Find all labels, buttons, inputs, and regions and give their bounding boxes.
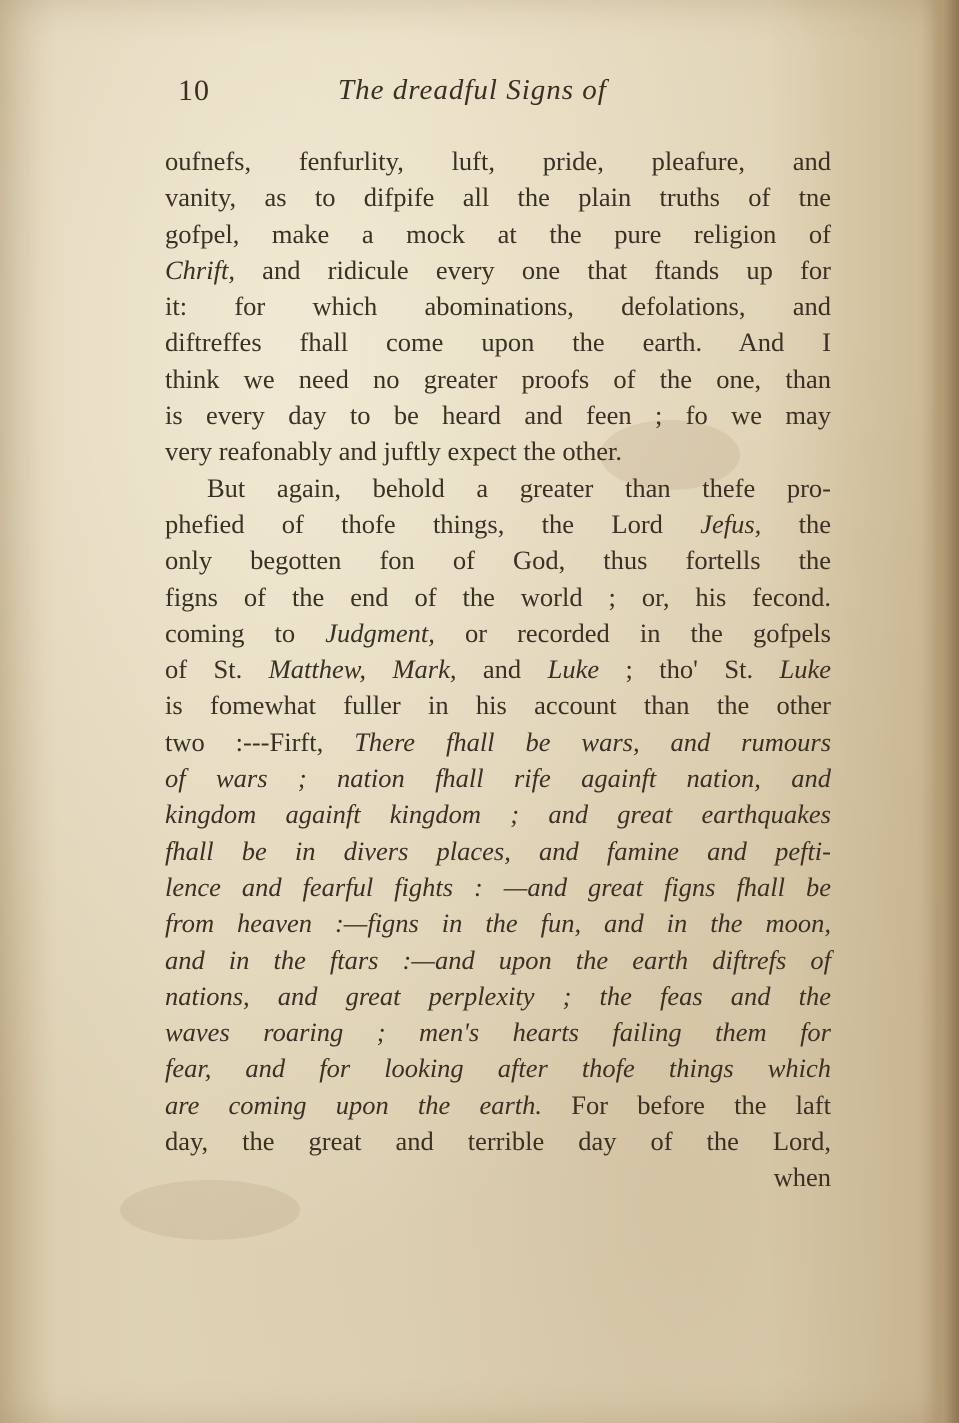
text-line bbox=[165, 470, 831, 506]
text-segment: coming to bbox=[165, 617, 326, 648]
text-line bbox=[165, 1014, 831, 1050]
text-segment: only begotten fon of God, thus fortells the bbox=[165, 545, 831, 576]
text-segment: and bbox=[456, 654, 548, 685]
text-line bbox=[165, 542, 831, 578]
text-line bbox=[165, 869, 831, 905]
text-line bbox=[165, 1087, 831, 1123]
text-line bbox=[165, 833, 831, 869]
text-line bbox=[165, 579, 831, 615]
text-segment: is fomewhat fuller in his account than the other bbox=[165, 690, 831, 721]
body-text bbox=[165, 143, 831, 1195]
text-line bbox=[165, 942, 831, 978]
italic-text: There fhall be wars, and rumours bbox=[354, 726, 832, 757]
text-line bbox=[165, 1123, 831, 1159]
text-segment: the bbox=[761, 508, 831, 539]
text-segment: or recorded in the gofpels bbox=[434, 617, 831, 648]
text-segment: But again, behold a greater than thefe pro- bbox=[207, 472, 831, 503]
text-segment: phefied of thofe things, the Lord bbox=[165, 508, 701, 539]
text-line bbox=[165, 433, 831, 469]
italic-text: from heaven :—figns in the fun, and in the moon, bbox=[165, 908, 831, 939]
italic-text: Jefus, bbox=[700, 508, 762, 539]
italic-text: and in the ftars :—and upon the earth diftrefs of bbox=[165, 944, 831, 975]
italic-text: nations, and great perplexity ; the feas and the bbox=[165, 980, 831, 1011]
text-segment: think we need no greater proofs of the one, than bbox=[165, 363, 831, 394]
italic-text: of wars ; nation fhall rife againft nation, and bbox=[165, 763, 831, 794]
text-segment: it: for which abominations, defolations, and bbox=[165, 291, 831, 322]
italic-text: Luke bbox=[779, 654, 831, 685]
running-title: The dreadful Signs of bbox=[338, 74, 607, 106]
text-segment: two :---Firft, bbox=[165, 726, 355, 757]
text-line bbox=[165, 760, 831, 796]
text-line bbox=[165, 506, 831, 542]
italic-text: fhall be in divers places, and famine and pefti- bbox=[165, 835, 831, 866]
text-line bbox=[165, 1050, 831, 1086]
italic-text: Judgment, bbox=[325, 617, 435, 648]
text-line bbox=[165, 687, 831, 723]
catchword: when bbox=[773, 1162, 831, 1193]
text-line bbox=[165, 724, 831, 760]
text-segment: is every day to be heard and feen ; fo we may bbox=[165, 400, 831, 431]
italic-text: Matthew, Mark, bbox=[268, 654, 457, 685]
italic-text: are coming upon the earth. bbox=[165, 1089, 543, 1120]
text-segment: figns of the end of the world ; or, his fecond. bbox=[165, 581, 831, 612]
text-line bbox=[165, 324, 831, 360]
italic-text: lence and fearful fights : —and great figns fhall be bbox=[165, 871, 831, 902]
text-segment: of St. bbox=[165, 654, 269, 685]
text-segment: oufnefs, fenfurlity, luft, pride, pleafure, and bbox=[165, 146, 831, 176]
text-line bbox=[165, 796, 831, 832]
text-line bbox=[165, 252, 831, 288]
text-segment: For before the laft bbox=[542, 1089, 831, 1120]
page-number: 10 bbox=[178, 74, 210, 107]
italic-text: kingdom againft kingdom ; and great earthquakes bbox=[165, 799, 831, 830]
text-segment: and ridicule every one that ftands up for bbox=[234, 254, 831, 285]
text-line bbox=[165, 905, 831, 941]
text-segment: vanity, as to difpife all the plain truths of tne bbox=[165, 182, 831, 213]
italic-text: Luke bbox=[547, 654, 600, 685]
italic-text: waves roaring ; men's hearts failing them for bbox=[165, 1017, 831, 1048]
text-line bbox=[165, 143, 831, 179]
text-line bbox=[165, 651, 831, 687]
text-line bbox=[165, 978, 831, 1014]
text-segment: gofpel, make a mock at the pure religion of bbox=[165, 218, 831, 249]
page-edge bbox=[931, 0, 959, 1423]
italic-text: fear, and for looking after thofe things which bbox=[165, 1053, 831, 1084]
italic-text: Chrift, bbox=[165, 254, 235, 285]
text-line bbox=[165, 288, 831, 324]
text-line bbox=[165, 397, 831, 433]
text-segment: day, the great and terrible day of the Lord, bbox=[165, 1126, 831, 1157]
page-header bbox=[178, 74, 828, 118]
text-line bbox=[165, 216, 831, 252]
text-segment: very reafonably and juftly expect the other. bbox=[165, 436, 622, 467]
text-segment: diftreffes fhall come upon the earth. And I bbox=[165, 327, 831, 358]
text-segment: ; tho' St. bbox=[599, 654, 780, 685]
text-line bbox=[165, 179, 831, 215]
text-line bbox=[165, 615, 831, 651]
text-line bbox=[165, 361, 831, 397]
